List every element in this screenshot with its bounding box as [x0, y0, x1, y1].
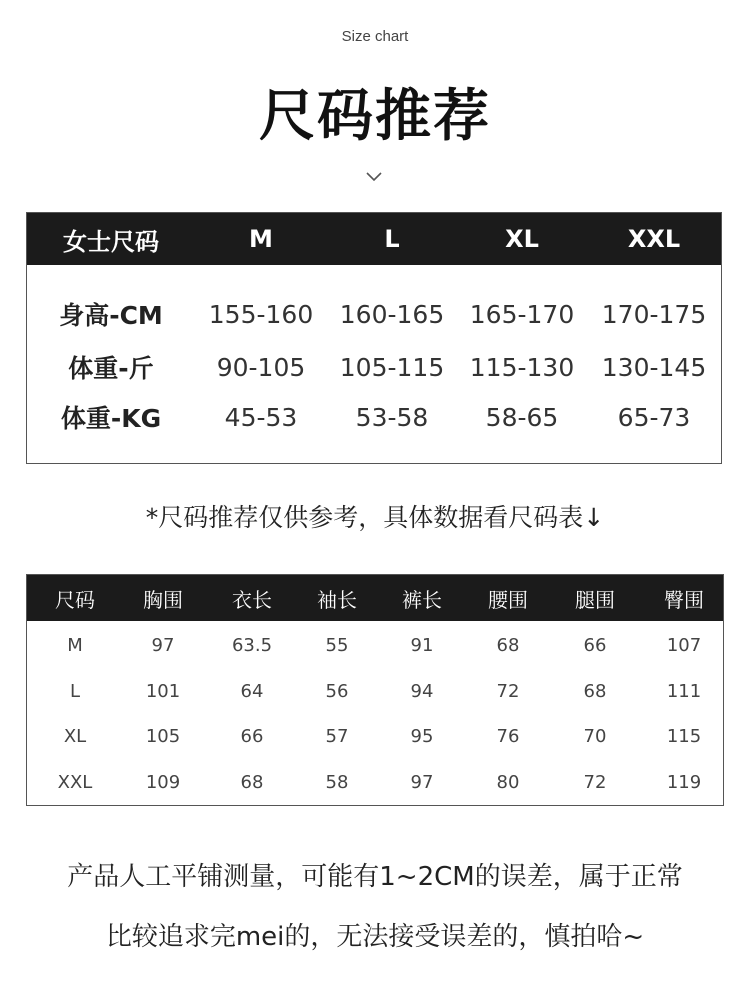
table-cell: 165-170 [469, 299, 575, 329]
table-cell: 66 [240, 726, 264, 748]
column-header: 臀围 [664, 587, 704, 612]
table-cell: 115-130 [469, 352, 575, 382]
table-row [27, 341, 721, 393]
table-cell: 72 [496, 680, 520, 702]
table-row [27, 714, 723, 760]
table-cell: 72 [583, 771, 607, 793]
table-cell: 58 [325, 771, 349, 793]
table-row [27, 393, 721, 441]
table-cell: 63.5 [231, 635, 273, 657]
row-label: 体重-KG [60, 404, 162, 433]
table-cell: 58-65 [485, 402, 559, 432]
column-header: XL [505, 225, 539, 253]
size-measurement-table [26, 574, 724, 806]
table-cell: 70 [583, 726, 607, 748]
table-cell: 64 [240, 680, 264, 702]
table-cell: L [69, 680, 81, 702]
table-cell: 57 [325, 726, 349, 748]
table-cell: XXL [57, 771, 93, 793]
table-cell: 76 [496, 726, 520, 748]
table-row [27, 623, 723, 669]
row-label: 身高-CM [59, 301, 163, 330]
table-cell: 56 [325, 680, 349, 702]
table-cell: 65-73 [617, 402, 691, 432]
table-cell: 97 [151, 635, 175, 657]
table-header [27, 575, 723, 621]
table-cell: 101 [145, 680, 181, 702]
column-header: XXL [627, 225, 681, 253]
table-cell: XL [63, 726, 87, 748]
column-header: 袖长 [317, 587, 357, 612]
table-row [27, 287, 721, 341]
table-cell: 68 [240, 771, 264, 793]
table-cell: 95 [410, 726, 434, 748]
column-header: 腿围 [575, 587, 615, 612]
table-cell: 130-145 [601, 352, 707, 382]
table-cell: 107 [666, 635, 702, 657]
page-subtitle: Size chart [341, 28, 409, 45]
table-cell: 68 [496, 635, 520, 657]
table-cell: 105 [145, 726, 181, 748]
table-cell: 105-115 [339, 352, 445, 382]
table-header [27, 213, 721, 265]
table-cell: 97 [410, 771, 434, 793]
table-cell: 66 [583, 635, 607, 657]
table-cell: 45-53 [224, 402, 298, 432]
footer-note-line: 比较追求完mei的，无法接受误差的，慎拍哈~ [105, 922, 645, 952]
column-header: L [384, 225, 400, 253]
chevron-down-icon [365, 170, 383, 184]
table-cell: M [67, 635, 83, 657]
column-header: 女士尺码 [63, 227, 159, 256]
table-cell: 55 [325, 635, 349, 657]
table-cell: 115 [666, 726, 702, 748]
table-cell: 68 [583, 680, 607, 702]
table-cell: 111 [666, 680, 702, 702]
column-header: 胸围 [143, 587, 183, 612]
table-cell: 90-105 [216, 352, 306, 382]
row-label: 体重-斤 [68, 354, 154, 383]
table-row [27, 669, 723, 715]
table-cell: 94 [410, 680, 434, 702]
table-cell: 160-165 [339, 299, 445, 329]
table-cell: 80 [496, 771, 520, 793]
footer-note-line: 产品人工平铺测量，可能有1~2CM的误差，属于正常 [67, 862, 683, 892]
table-row [27, 760, 723, 806]
table-cell: 53-58 [355, 402, 429, 432]
column-header: 衣长 [232, 587, 272, 612]
column-header: 裤长 [402, 587, 442, 612]
page-title: 尺码推荐 [259, 84, 491, 149]
column-header: 腰围 [488, 587, 528, 612]
table-cell: 119 [666, 771, 702, 793]
size-note: *尺码推荐仅供参考，具体数据看尺码表↓ [145, 503, 605, 532]
table-cell: 155-160 [208, 299, 314, 329]
table-cell: 170-175 [601, 299, 707, 329]
column-header: M [249, 225, 273, 253]
column-header: 尺码 [55, 587, 95, 612]
table-cell: 109 [145, 771, 181, 793]
table-cell: 91 [410, 635, 434, 657]
size-recommendation-table [26, 212, 722, 464]
